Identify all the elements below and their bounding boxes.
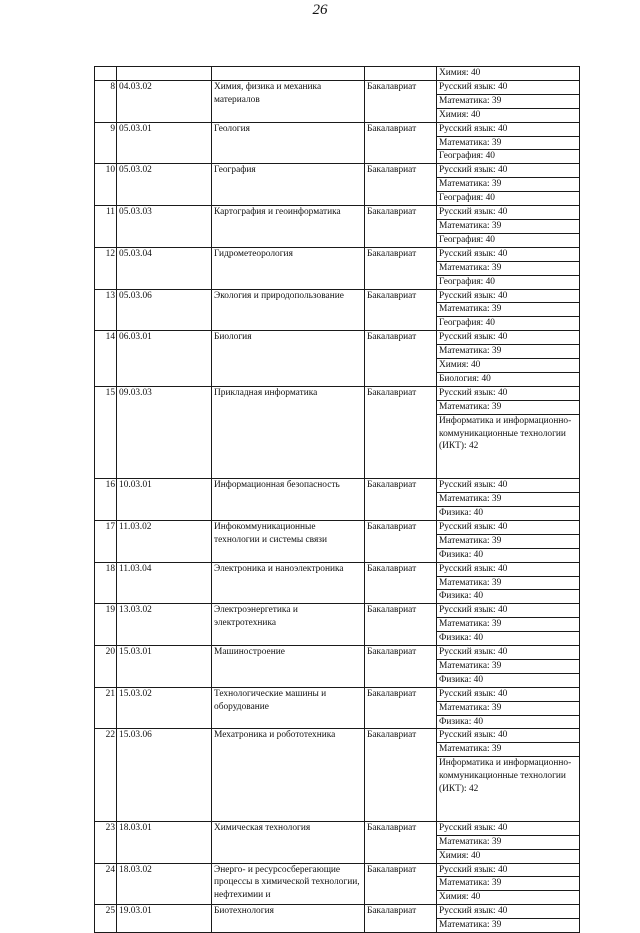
subject-cell: Биология: 40 — [437, 372, 580, 386]
subject-cell: География: 40 — [437, 150, 580, 164]
education-level: Бакалавриат — [365, 122, 437, 164]
table-row — [95, 687, 580, 701]
table-row — [95, 520, 580, 534]
subject-cell: Химия: 40 — [437, 108, 580, 122]
program-code: 05.03.06 — [117, 289, 212, 331]
subject-cell: Математика: 39 — [437, 743, 580, 757]
table-row — [95, 604, 580, 618]
subject-cell: Физика: 40 — [437, 506, 580, 520]
education-level: Бакалавриат — [365, 206, 437, 248]
subject-cell: Математика: 39 — [437, 618, 580, 632]
subject-cell: Математика: 39 — [437, 136, 580, 150]
row-number: 12 — [95, 247, 117, 289]
subject-cell: Математика: 39 — [437, 94, 580, 108]
subject-cell: Химия: 40 — [437, 359, 580, 373]
program-name: Геология — [212, 122, 365, 164]
program-code: 15.03.06 — [117, 729, 212, 821]
subject-cell: Математика: 39 — [437, 178, 580, 192]
program-code: 11.03.02 — [117, 520, 212, 562]
subject-cell: Химия: 40 — [437, 67, 580, 81]
education-level: Бакалавриат — [365, 520, 437, 562]
empty-cell — [365, 67, 437, 81]
education-level: Бакалавриат — [365, 821, 437, 863]
row-number: 24 — [95, 863, 117, 905]
program-name: Химическая технология — [212, 821, 365, 863]
row-number: 15 — [95, 386, 117, 478]
subject-cell: Русский язык: 40 — [437, 646, 580, 660]
program-name: Экология и природопользование — [212, 289, 365, 331]
page-number: 26 — [312, 2, 328, 18]
education-level: Бакалавриат — [365, 479, 437, 521]
table-row — [95, 247, 580, 261]
subject-cell: Математика: 39 — [437, 219, 580, 233]
subject-cell: Математика: 39 — [437, 576, 580, 590]
table-row — [95, 863, 580, 877]
table-row — [95, 122, 580, 136]
program-name: Биотехнология — [212, 905, 365, 933]
subject-cell: Математика: 39 — [437, 400, 580, 414]
row-number: 21 — [95, 687, 117, 729]
program-code: 11.03.04 — [117, 562, 212, 604]
programs-table — [94, 66, 580, 933]
row-number: 8 — [95, 80, 117, 122]
subject-cell: Физика: 40 — [437, 590, 580, 604]
empty-cell — [117, 67, 212, 81]
program-name: Электроэнергетика и электротехника — [212, 604, 365, 646]
row-number: 22 — [95, 729, 117, 821]
program-code: 15.03.01 — [117, 646, 212, 688]
empty-cell — [95, 67, 117, 81]
subject-cell: Физика: 40 — [437, 548, 580, 562]
program-code: 15.03.02 — [117, 687, 212, 729]
program-name: Биология — [212, 331, 365, 387]
subject-cell: Русский язык: 40 — [437, 562, 580, 576]
subject-cell: Математика: 39 — [437, 261, 580, 275]
program-name: Электроника и наноэлектроника — [212, 562, 365, 604]
program-code: 05.03.02 — [117, 164, 212, 206]
education-level: Бакалавриат — [365, 289, 437, 331]
subject-cell: Математика: 39 — [437, 534, 580, 548]
subject-cell: Русский язык: 40 — [437, 386, 580, 400]
program-name: Информационная безопасность — [212, 479, 365, 521]
subject-cell: Русский язык: 40 — [437, 206, 580, 220]
subject-cell: География: 40 — [437, 317, 580, 331]
table-row — [95, 164, 580, 178]
subject-cell: Математика: 39 — [437, 701, 580, 715]
program-name: Инфокоммуникационные технологии и системы связи — [212, 520, 365, 562]
program-name: География — [212, 164, 365, 206]
program-name: Гидрометеорология — [212, 247, 365, 289]
table-row — [95, 646, 580, 660]
program-code: 18.03.01 — [117, 821, 212, 863]
table-row — [95, 206, 580, 220]
subject-cell: Русский язык: 40 — [437, 905, 580, 919]
row-number: 14 — [95, 331, 117, 387]
program-name: Химия, физика и механика материалов — [212, 80, 365, 122]
subject-cell: Математика: 39 — [437, 303, 580, 317]
row-number: 19 — [95, 604, 117, 646]
table-row — [95, 331, 580, 345]
education-level: Бакалавриат — [365, 863, 437, 905]
education-level: Бакалавриат — [365, 247, 437, 289]
program-code: 05.03.01 — [117, 122, 212, 164]
education-level: Бакалавриат — [365, 729, 437, 821]
table-row — [95, 80, 580, 94]
row-number: 11 — [95, 206, 117, 248]
subject-cell: Физика: 40 — [437, 715, 580, 729]
education-level: Бакалавриат — [365, 562, 437, 604]
row-number: 17 — [95, 520, 117, 562]
program-code: 06.03.01 — [117, 331, 212, 387]
row-number: 10 — [95, 164, 117, 206]
subject-cell: Русский язык: 40 — [437, 479, 580, 493]
program-code: 19.03.01 — [117, 905, 212, 933]
subject-cell: Русский язык: 40 — [437, 164, 580, 178]
education-level: Бакалавриат — [365, 331, 437, 387]
subject-cell: Русский язык: 40 — [437, 863, 580, 877]
education-level: Бакалавриат — [365, 646, 437, 688]
subject-cell: География: 40 — [437, 233, 580, 247]
subject-cell: Русский язык: 40 — [437, 687, 580, 701]
education-level: Бакалавриат — [365, 905, 437, 933]
table-row — [95, 386, 580, 400]
education-level: Бакалавриат — [365, 164, 437, 206]
program-code: 05.03.03 — [117, 206, 212, 248]
education-level: Бакалавриат — [365, 687, 437, 729]
subject-cell: Русский язык: 40 — [437, 122, 580, 136]
education-level: Бакалавриат — [365, 386, 437, 478]
row-number: 25 — [95, 905, 117, 933]
subject-cell: Русский язык: 40 — [437, 520, 580, 534]
row-number: 23 — [95, 821, 117, 863]
table-row — [95, 67, 580, 81]
subject-cell: Информатика и информационно-коммуникационные технологии (ИКТ): 42 — [437, 414, 580, 479]
program-name: Прикладная информатика — [212, 386, 365, 478]
program-code: 05.03.04 — [117, 247, 212, 289]
row-number: 9 — [95, 122, 117, 164]
table-row — [95, 729, 580, 743]
education-level: Бакалавриат — [365, 604, 437, 646]
program-code: 09.03.03 — [117, 386, 212, 478]
subject-cell: Математика: 39 — [437, 835, 580, 849]
row-number: 16 — [95, 479, 117, 521]
program-code: 18.03.02 — [117, 863, 212, 905]
table-row — [95, 479, 580, 493]
subject-cell: Русский язык: 40 — [437, 604, 580, 618]
program-name: Машиностроение — [212, 646, 365, 688]
subject-cell: Математика: 39 — [437, 877, 580, 891]
program-name: Технологические машины и оборудование — [212, 687, 365, 729]
subject-cell: Русский язык: 40 — [437, 247, 580, 261]
program-name: Энерго- и ресурсосберегающие процессы в химической технологии, нефтехимии и — [212, 863, 365, 905]
row-number: 13 — [95, 289, 117, 331]
program-code: 13.03.02 — [117, 604, 212, 646]
subject-cell: Химия: 40 — [437, 849, 580, 863]
subject-cell: Русский язык: 40 — [437, 331, 580, 345]
program-code: 04.03.02 — [117, 80, 212, 122]
program-name: Картография и геоинформатика — [212, 206, 365, 248]
subject-cell: Русский язык: 40 — [437, 289, 580, 303]
table-row — [95, 821, 580, 835]
program-name: Мехатроника и робототехника — [212, 729, 365, 821]
subject-cell: Информатика и информационно-коммуникационные технологии (ИКТ): 42 — [437, 757, 580, 822]
program-code: 10.03.01 — [117, 479, 212, 521]
empty-cell — [212, 67, 365, 81]
row-number: 18 — [95, 562, 117, 604]
education-level: Бакалавриат — [365, 80, 437, 122]
row-number: 20 — [95, 646, 117, 688]
subject-cell: Физика: 40 — [437, 673, 580, 687]
subject-cell: Математика: 39 — [437, 345, 580, 359]
subject-cell: Математика: 39 — [437, 659, 580, 673]
subject-cell: Математика: 39 — [437, 493, 580, 507]
subject-cell: География: 40 — [437, 275, 580, 289]
subject-cell: Русский язык: 40 — [437, 80, 580, 94]
subject-cell: География: 40 — [437, 192, 580, 206]
subject-cell: Химия: 40 — [437, 891, 580, 905]
subject-cell: Русский язык: 40 — [437, 729, 580, 743]
subject-cell: Русский язык: 40 — [437, 821, 580, 835]
subject-cell: Математика: 39 — [437, 919, 580, 933]
subject-cell: Физика: 40 — [437, 632, 580, 646]
table-row — [95, 289, 580, 303]
table-row — [95, 562, 580, 576]
table-row — [95, 905, 580, 919]
